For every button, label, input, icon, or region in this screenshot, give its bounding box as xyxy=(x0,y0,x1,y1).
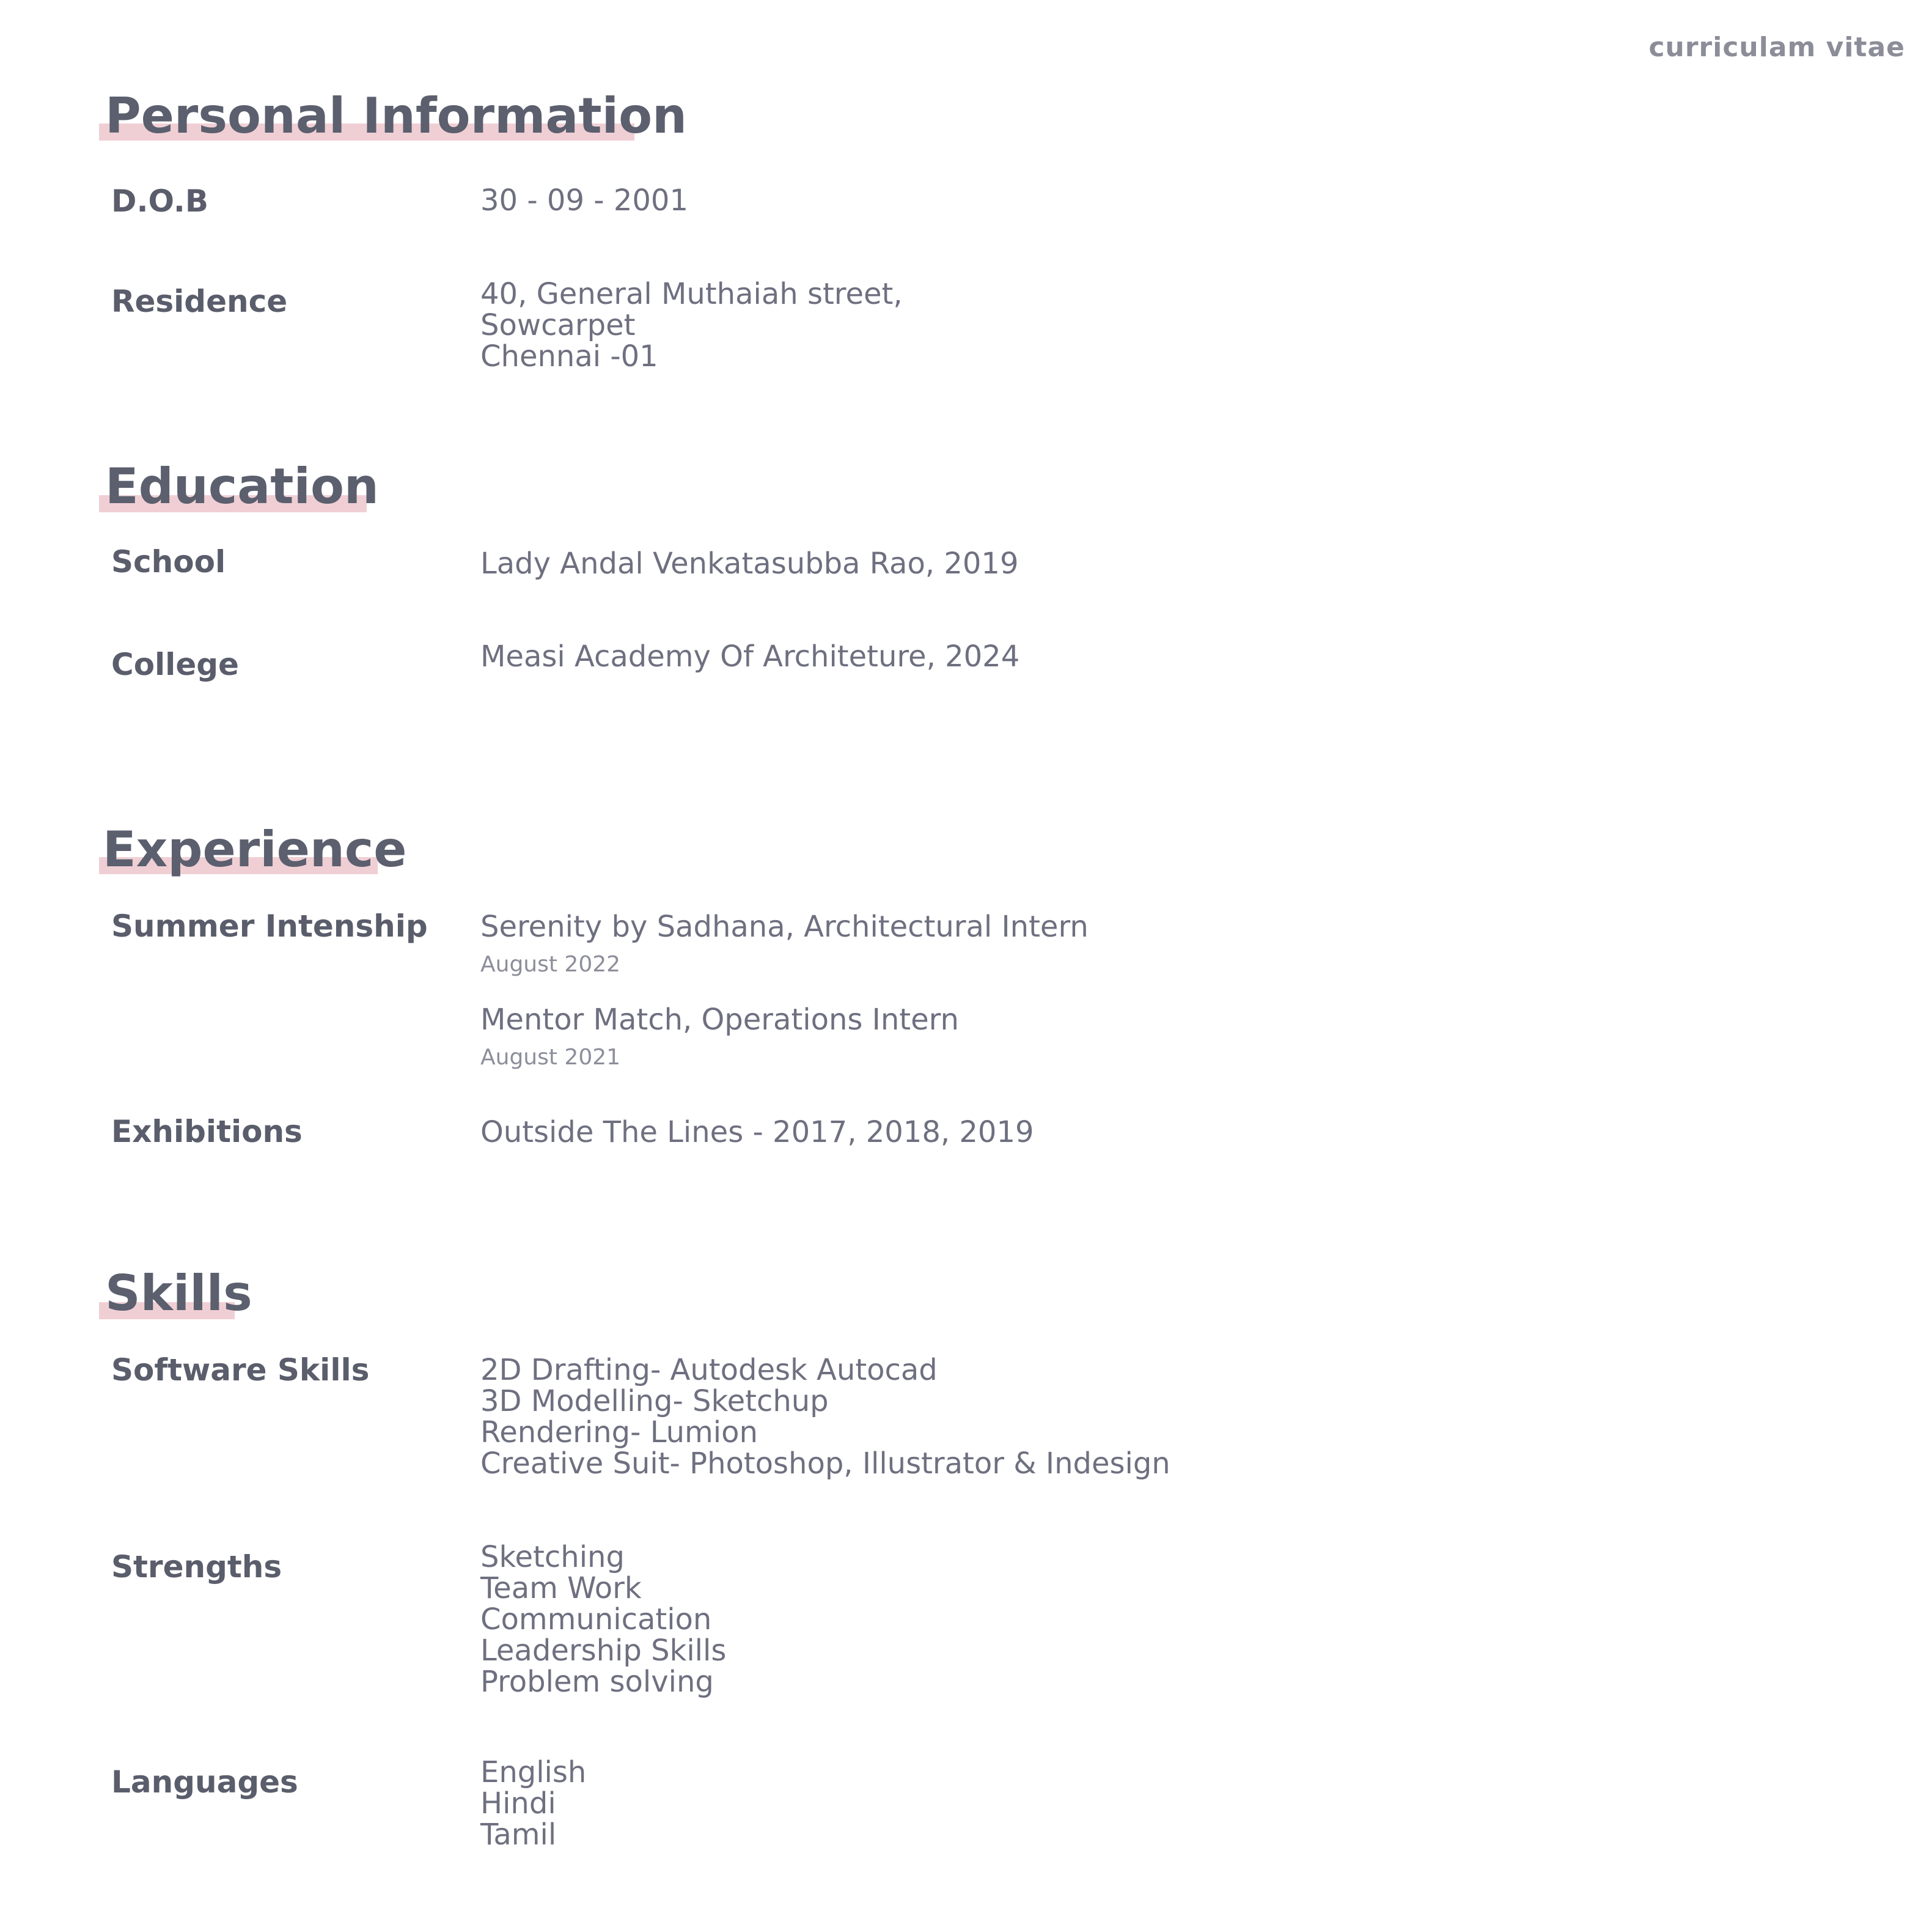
heading-text: Personal Information xyxy=(105,87,687,144)
college-label: College xyxy=(111,647,239,682)
strength-item: Communication xyxy=(480,1602,712,1637)
heading-text: Experience xyxy=(103,821,407,878)
strengths-label: Strengths xyxy=(111,1549,282,1585)
internship-label: Summer Intenship xyxy=(111,908,428,944)
software-skills-list xyxy=(480,1355,1170,1479)
internship-date: August 2022 xyxy=(480,952,621,977)
strengths-list xyxy=(480,1542,726,1698)
residence-line: 40, General Muthaiah street, xyxy=(480,277,903,311)
internship-date: August 2021 xyxy=(480,1045,621,1070)
languages-list xyxy=(480,1757,586,1851)
internship-title: Mentor Match, Operations Intern xyxy=(480,1003,959,1037)
exhibitions-label: Exhibitions xyxy=(111,1114,303,1149)
strength-item: Team Work xyxy=(480,1571,642,1605)
dob-label: D.O.B xyxy=(111,183,209,219)
language-item: Hindi xyxy=(480,1786,556,1821)
residence-value xyxy=(480,279,903,372)
software-skill-item: 2D Drafting- Autodesk Autocad xyxy=(480,1353,938,1387)
school-value: Lady Andal Venkatasubba Rao, 2019 xyxy=(480,547,1019,581)
document-label: curriculam vitae xyxy=(1648,32,1905,63)
residence-line: Sowcarpet xyxy=(480,308,636,342)
college-value: Measi Academy Of Architeture, 2024 xyxy=(480,639,1020,674)
strength-item: Problem solving xyxy=(480,1665,714,1699)
residence-line: Chennai -01 xyxy=(480,339,658,374)
residence-label: Residence xyxy=(111,284,288,319)
strength-item: Leadership Skills xyxy=(480,1634,727,1668)
exhibitions-value: Outside The Lines - 2017, 2018, 2019 xyxy=(480,1115,1034,1149)
software-skills-label: Software Skills xyxy=(111,1352,370,1388)
languages-label: Languages xyxy=(111,1764,298,1800)
software-skill-item: 3D Modelling- Sketchup xyxy=(480,1384,829,1418)
dob-value: 30 - 09 - 2001 xyxy=(480,183,688,218)
strength-item: Sketching xyxy=(480,1540,625,1574)
software-skill-item: Rendering- Lumion xyxy=(480,1415,758,1449)
heading-text: Education xyxy=(105,458,379,515)
language-item: English xyxy=(480,1755,587,1789)
language-item: Tamil xyxy=(480,1818,557,1852)
school-label: School xyxy=(111,544,226,580)
software-skill-item: Creative Suit- Photoshop, Illustrator & Indesign xyxy=(480,1446,1170,1481)
heading-text: Skills xyxy=(105,1265,252,1322)
internship-title: Serenity by Sadhana, Architectural Intern xyxy=(480,910,1089,944)
